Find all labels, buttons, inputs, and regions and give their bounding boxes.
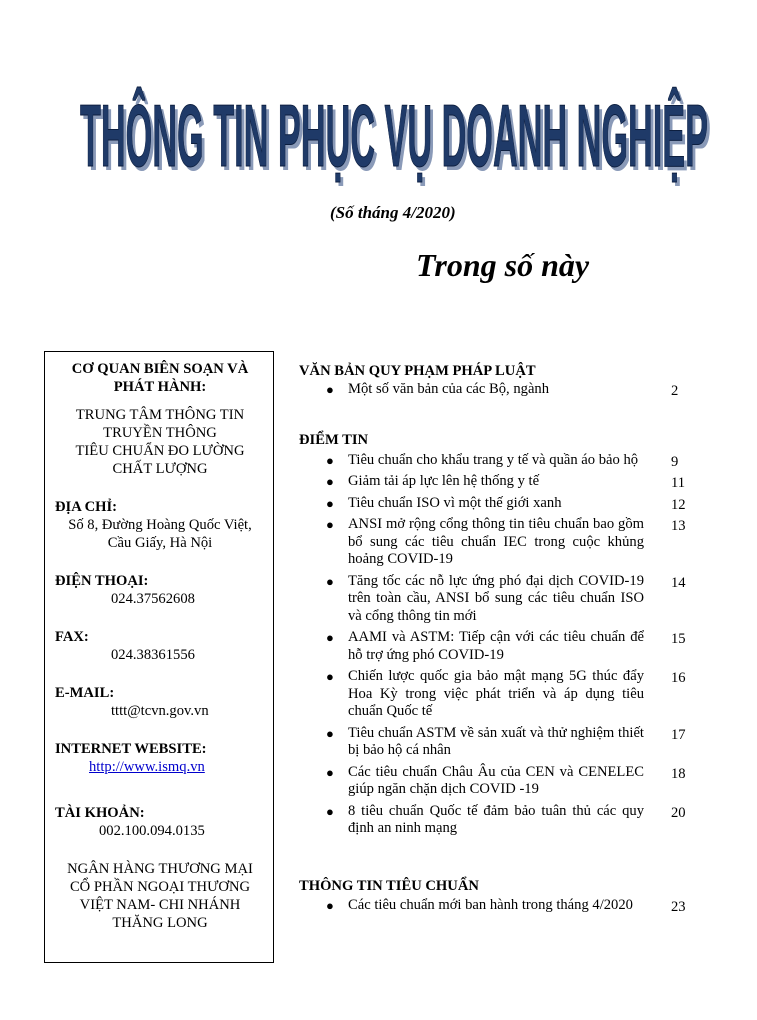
toc-item[interactable] xyxy=(326,381,699,399)
toc-item-text: Tăng tốc các nỗ lực ứng phó đại dịch COVID-19 trên toàn cầu, ANSI bổ sung các tiêu chuẩn ISO và cổng thông tin mới xyxy=(348,572,644,624)
toc-heading: Trong số này xyxy=(416,247,590,283)
toc-item-text: ANSI mở rộng cổng thông tin tiêu chuẩn bao gồm bổ sung các tiêu chuẩn IEC trong cuộc khủng hoảng COVID-19 xyxy=(348,516,644,567)
bullet-icon: ● xyxy=(326,381,334,397)
bank-line: NGÂN HÀNG THƯƠNG MẠI xyxy=(67,861,253,877)
bullet-icon: ● xyxy=(326,803,334,819)
bullet-icon: ● xyxy=(326,898,334,913)
toc-item-text: Các tiêu chuẩn Châu Âu của CEN và CENELEC giúp ngăn chặn dịch COVID -19 xyxy=(348,763,644,797)
bullet-icon: ● xyxy=(326,764,334,780)
fax-label: FAX: xyxy=(55,629,89,645)
toc-item-page: 20 xyxy=(671,804,686,821)
toc-item[interactable] xyxy=(326,452,699,470)
section-title: ĐIỂM TIN xyxy=(299,432,369,448)
masthead-title-art xyxy=(74,72,714,202)
toc-item-text: Các tiêu chuẩn mới ban hành trong tháng 4/2020 xyxy=(348,897,633,913)
toc-item-page: 16 xyxy=(671,670,686,686)
toc-item-page: 17 xyxy=(671,726,686,743)
section-title: THÔNG TIN TIÊU CHUẨN xyxy=(299,877,479,894)
toc-item-text: Một số văn bản của các Bộ, ngành xyxy=(348,380,550,397)
bullet-icon: ● xyxy=(326,452,334,468)
bullet-icon: ● xyxy=(326,669,334,684)
account-value: 002.100.094.0135 xyxy=(99,823,205,839)
email-label: E-MAIL: xyxy=(55,685,115,701)
address-label: ĐỊA CHỈ: xyxy=(55,499,118,515)
toc-item[interactable] xyxy=(326,668,699,721)
phone-value: 024.37562608 xyxy=(111,591,195,607)
website-link[interactable]: http://www.ismq.vn xyxy=(89,759,205,775)
bullet-icon: ● xyxy=(326,495,334,511)
toc-item[interactable] xyxy=(326,473,699,491)
toc-item-text: AAMI và ASTM: Tiếp cận với các tiêu chuẩn để hỗ trợ ứng phó COVID-19 xyxy=(348,629,644,663)
address-line: Số 8, Đường Hoàng Quốc Việt, xyxy=(68,517,252,533)
toc-item-page: 2 xyxy=(671,382,679,399)
section-title: VĂN BẢN QUY PHẠM PHÁP LUẬT xyxy=(299,363,536,379)
toc-item-page: 9 xyxy=(671,453,679,470)
bank-line: CỔ PHẦN NGOẠI THƯƠNG xyxy=(69,879,251,895)
masthead-shadow: THÔNG TIN PHỤC VỤ DOANH NGHIỆP xyxy=(83,90,711,189)
bullet-icon: ● xyxy=(326,725,334,741)
toc-item-text: Tiêu chuẩn ASTM về sản xuất và thử nghiệm thiết bị bảo hộ cá nhân xyxy=(348,724,644,758)
toc-item-page: 15 xyxy=(671,631,686,647)
email-value: tttt@tcvn.gov.vn xyxy=(111,703,209,719)
publisher-line: TIÊU CHUẨN ĐO LƯỜNG xyxy=(75,443,245,459)
issue-number: (Số tháng 4/2020) xyxy=(330,203,456,222)
account-label: TÀI KHOẢN: xyxy=(55,805,145,821)
fax-value: 024.38361556 xyxy=(111,647,195,663)
toc-item[interactable] xyxy=(326,803,699,838)
toc-item-text: 8 tiêu chuẩn Quốc tế đảm bảo tuân thủ các quy định an ninh mạng xyxy=(348,802,644,836)
masthead-title: THÔNG TIN PHỤC VỤ DOANH NGHIỆP xyxy=(80,86,708,185)
publisher-heading: CƠ QUAN BIÊN SOẠN VÀ PHÁT HÀNH: xyxy=(71,361,249,395)
toc-item-page: 11 xyxy=(671,475,686,491)
toc-item[interactable] xyxy=(326,573,699,626)
toc-item[interactable] xyxy=(326,725,699,760)
toc-item-text: Tiêu chuẩn ISO vì một thế giới xanh xyxy=(348,494,562,511)
toc-item-text: Chiến lược quốc gia bảo mật mạng 5G thúc đẩy Hoa Kỳ trong việc phát triển và áp dụng tiêu chuẩn Quốc tế xyxy=(348,668,644,719)
table-of-contents xyxy=(299,363,699,915)
toc-item[interactable] xyxy=(326,516,699,569)
toc-item[interactable] xyxy=(326,897,699,915)
toc-item-page: 14 xyxy=(671,574,686,591)
bank-line: THĂNG LONG xyxy=(112,915,208,931)
toc-item[interactable] xyxy=(326,629,699,664)
publisher-line: CHẤT LƯỢNG xyxy=(112,461,208,477)
bullet-icon: ● xyxy=(326,517,334,532)
toc-item-text: Giảm tải áp lực lên hệ thống y tế xyxy=(348,473,540,489)
bullet-icon: ● xyxy=(326,630,334,645)
bank-line: VIỆT NAM- CHI NHÁNH xyxy=(79,897,241,913)
toc-item-page: 23 xyxy=(671,899,686,915)
publisher-info-box xyxy=(44,351,274,963)
toc-item[interactable] xyxy=(326,495,699,513)
toc-item[interactable] xyxy=(326,764,699,799)
masthead xyxy=(74,72,714,202)
bullet-icon: ● xyxy=(326,474,334,489)
toc-item-text: Tiêu chuẩn cho khẩu trang y tế và quần áo bảo hộ xyxy=(348,451,639,468)
toc-item-page: 13 xyxy=(671,518,686,534)
address-line: Cầu Giấy, Hà Nội xyxy=(107,535,213,551)
bullet-icon: ● xyxy=(326,573,334,589)
website-label: INTERNET WEBSITE: xyxy=(55,741,207,757)
publisher-line: TRUYỀN THÔNG xyxy=(103,425,217,441)
toc-item-page: 18 xyxy=(671,765,686,782)
toc-item-page: 12 xyxy=(671,496,686,513)
publisher-line: TRUNG TÂM THÔNG TIN xyxy=(75,407,245,423)
phone-label: ĐIỆN THOẠI: xyxy=(55,573,149,589)
